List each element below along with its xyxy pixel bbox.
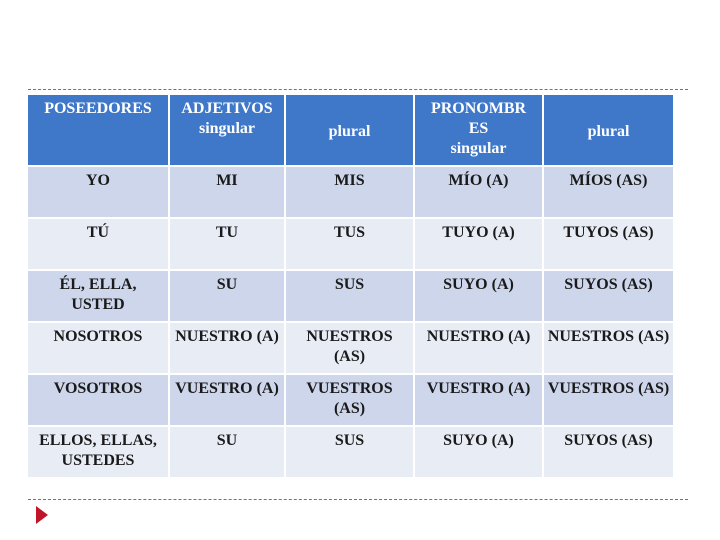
cell-poseedor: ELLOS, ELLAS, USTEDES [27, 426, 169, 478]
header-pronombres-text: PRONOMBR ES singular [430, 100, 527, 157]
cell-adjetivo-singular: MI [169, 166, 285, 218]
header-pronombres-singular [414, 94, 543, 166]
cell-adjetivo-singular: SU [169, 426, 285, 478]
header-row [27, 94, 674, 166]
cell-pronombre-plural: VUESTROS (AS) [543, 374, 674, 426]
cell-pronombre-singular: NUESTRO (A) [414, 322, 543, 374]
header-adjetivos-text: ADJETIVOS singular [181, 100, 273, 137]
possessives-table [26, 93, 675, 479]
header-poseedores: POSEEDORES [27, 94, 169, 166]
table-row [27, 374, 674, 426]
table-row [27, 270, 674, 322]
cell-pronombre-singular: MÍO (A) [414, 166, 543, 218]
bottom-dashed-rule [28, 499, 688, 500]
cell-adjetivo-plural: SUS [285, 426, 414, 478]
cell-adjetivo-plural: MIS [285, 166, 414, 218]
cell-adjetivo-singular: NUESTRO (A) [169, 322, 285, 374]
top-dashed-rule [28, 89, 688, 90]
cell-adjetivo-plural: VUESTROS (AS) [285, 374, 414, 426]
cell-pronombre-plural: SUYOS (AS) [543, 270, 674, 322]
cell-adjetivo-singular: TU [169, 218, 285, 270]
cell-adjetivo-singular: SU [169, 270, 285, 322]
table-row [27, 322, 674, 374]
table-row [27, 218, 674, 270]
header-pronombres-plural: plural [543, 94, 674, 166]
triangle-right-icon [36, 506, 48, 524]
header-adjetivos-plural: plural [285, 94, 414, 166]
cell-pronombre-plural: NUESTROS (AS) [543, 322, 674, 374]
cell-pronombre-singular: SUYO (A) [414, 270, 543, 322]
header-adjetivos-singular [169, 94, 285, 166]
cell-adjetivo-plural: TUS [285, 218, 414, 270]
cell-adjetivo-plural: SUS [285, 270, 414, 322]
cell-poseedor: NOSOTROS [27, 322, 169, 374]
cell-adjetivo-plural: NUESTROS (AS) [285, 322, 414, 374]
cell-pronombre-plural: SUYOS (AS) [543, 426, 674, 478]
cell-poseedor: ÉL, ELLA, USTED [27, 270, 169, 322]
cell-poseedor: YO [27, 166, 169, 218]
cell-pronombre-singular: TUYO (A) [414, 218, 543, 270]
cell-poseedor: VOSOTROS [27, 374, 169, 426]
table-row [27, 426, 674, 478]
cell-adjetivo-singular: VUESTRO (A) [169, 374, 285, 426]
cell-pronombre-plural: MÍOS (AS) [543, 166, 674, 218]
cell-pronombre-singular: SUYO (A) [414, 426, 543, 478]
table-row [27, 166, 674, 218]
cell-pronombre-singular: VUESTRO (A) [414, 374, 543, 426]
cell-poseedor: TÚ [27, 218, 169, 270]
cell-pronombre-plural: TUYOS (AS) [543, 218, 674, 270]
